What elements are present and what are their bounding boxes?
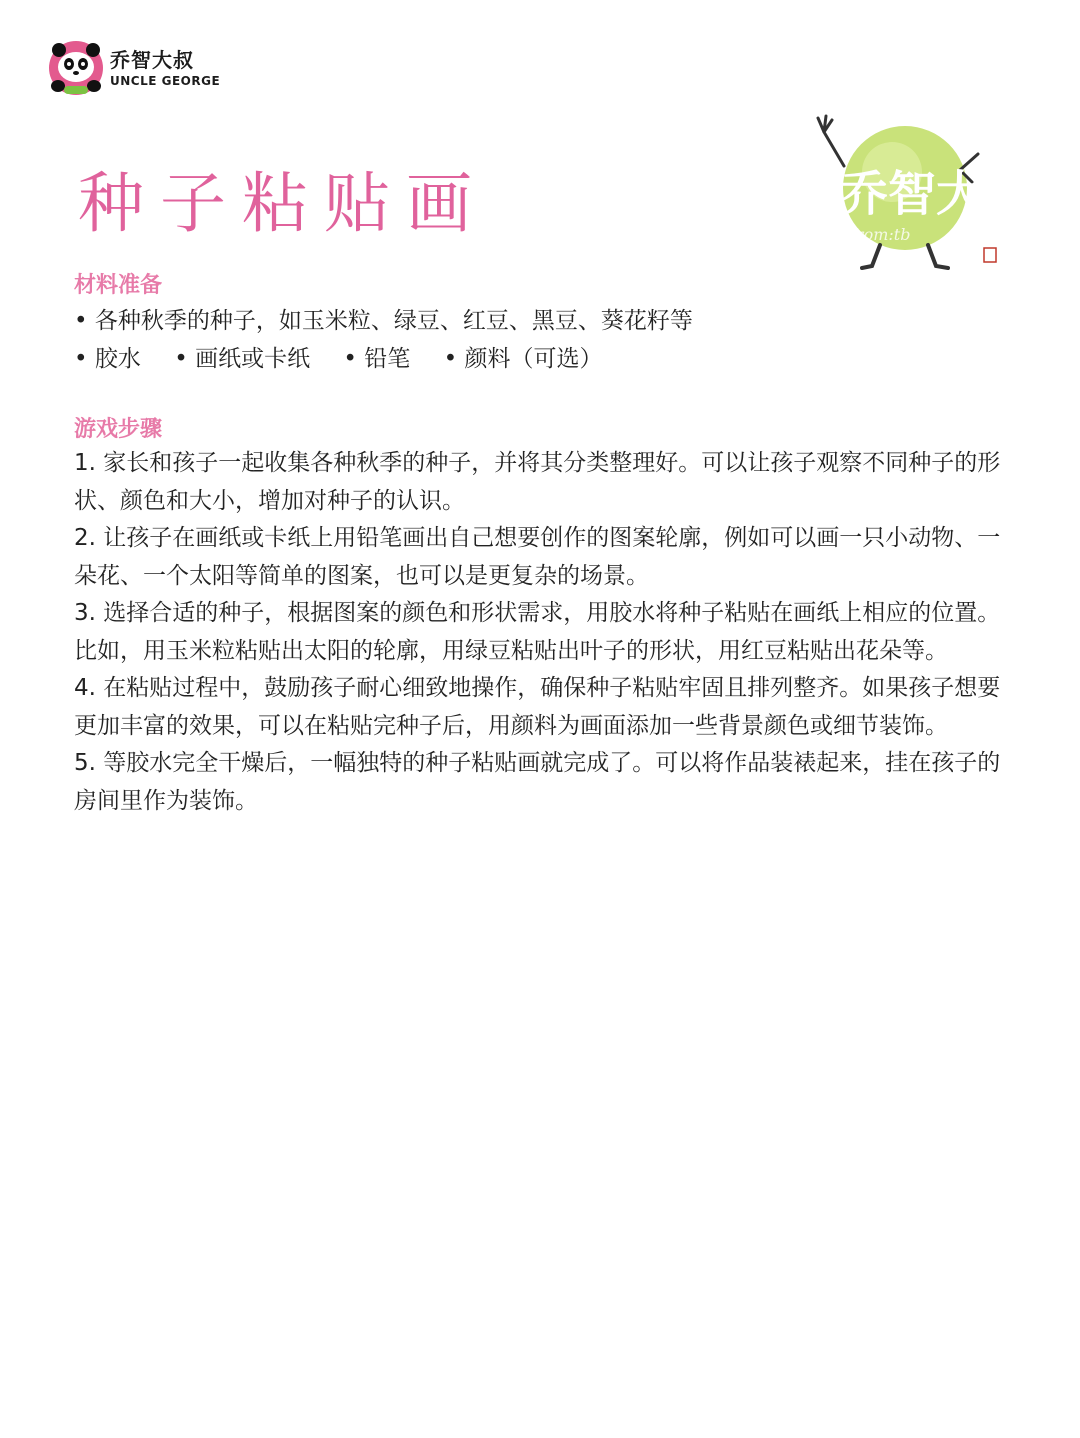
- material-item: • 胶水: [74, 346, 141, 372]
- steps-heading: 游戏步骤: [74, 417, 163, 442]
- mascot-watermark: from:tb: [850, 225, 911, 244]
- materials-line-2: [74, 340, 629, 378]
- step-item: 1. 家长和孩子一起收集各种秋季的种子，并将其分类整理好。可以让孩子观察不同种子的形状、颜色和大小，增加对种子的认识。: [74, 450, 1001, 514]
- material-item: • 铅笔: [343, 346, 410, 372]
- step-item: 3. 选择合适的种子，根据图案的颜色和形状需求，用胶水将种子粘贴在画纸上相应的位置。比如，用玉米粒粘贴出太阳的轮廓，用绿豆粘贴出叶子的形状，用红豆粘贴出花朵等。: [74, 600, 1001, 664]
- page-title: 种子粘贴画: [78, 165, 488, 242]
- steps-list: [74, 445, 1008, 820]
- brand-logo: [46, 40, 236, 100]
- step-item: 4. 在粘贴过程中，鼓励孩子耐心细致地操作，确保种子粘贴牢固且排列整齐。如果孩子想要更加丰富的效果，可以在粘贴完种子后，用颜料为画面添加一些背景颜色或细节装饰。: [74, 675, 1001, 739]
- material-item: • 颜料（可选）: [444, 346, 603, 372]
- step-item: 5. 等胶水完全干燥后，一幅独特的种子粘贴画就完成了。可以将作品装裱起来，挂在孩子的房间里作为装饰。: [74, 750, 1001, 814]
- brand-name-en: UNCLE GEORGE: [110, 74, 221, 88]
- step-item: 2. 让孩子在画纸或卡纸上用铅笔画出自己想要创作的图案轮廓，例如可以画一只小动物、一朵花、一个太阳等简单的图案，也可以是更复杂的场景。: [74, 525, 1001, 589]
- brand-name-cn: 乔智大叔: [110, 48, 194, 72]
- panda-logo-icon: [46, 40, 106, 98]
- materials-heading: 材料准备: [74, 273, 163, 298]
- mascot-illustration: [810, 110, 1010, 280]
- materials-line-1: [74, 302, 719, 340]
- material-item: • 画纸或卡纸: [174, 346, 310, 372]
- material-item: • 各种秋季的种子，如玉米粒、绿豆、红豆、黑豆、葵花籽等: [74, 308, 693, 334]
- mascot-text: 乔智大: [840, 166, 985, 222]
